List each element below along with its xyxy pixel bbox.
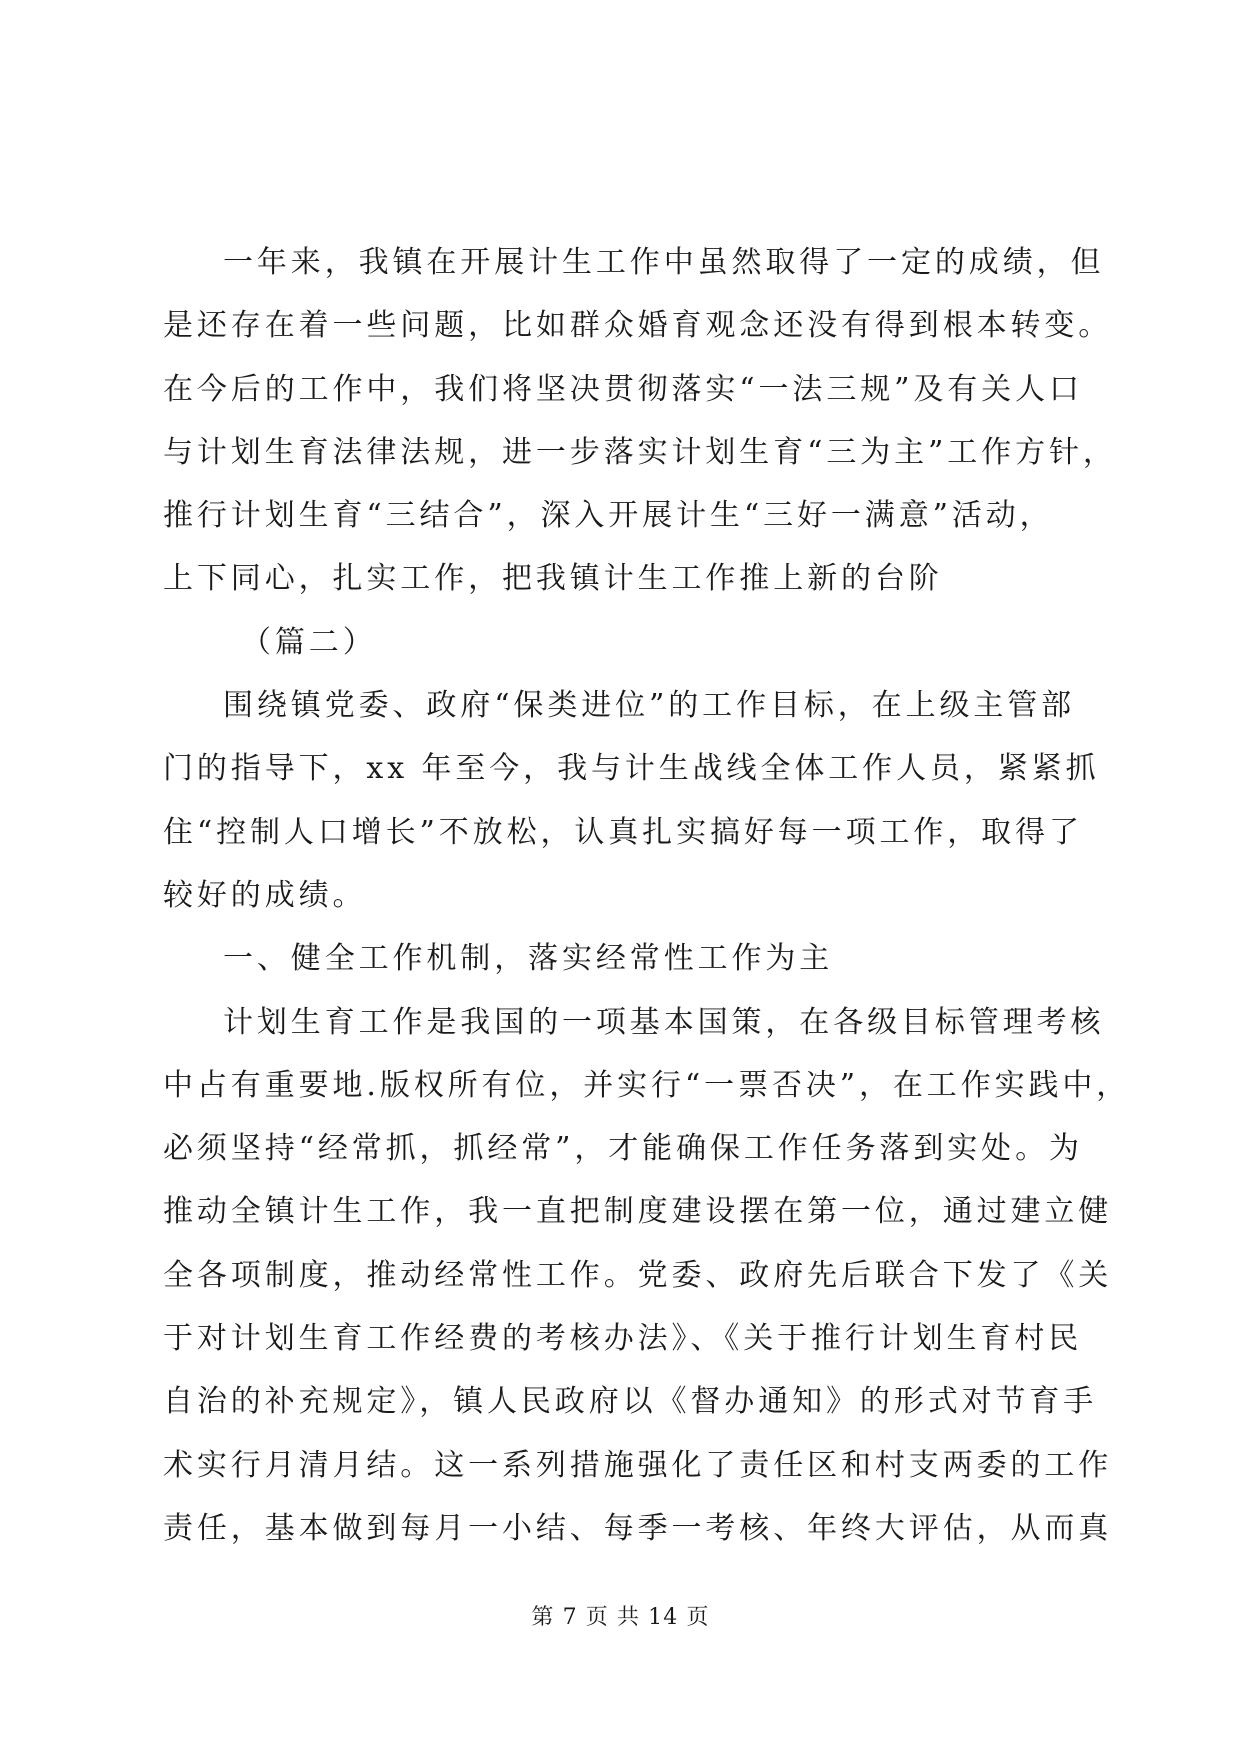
paragraph-line: 在今后的工作中，我们将坚决贯彻落实“一法三规”及有关人口 — [163, 371, 1083, 407]
paragraph-line: 推动全镇计生工作，我一直把制度建设摆在第一位，通过建立健 — [163, 1194, 1113, 1230]
paragraph-line: 自治的补充规定》，镇人民政府以《督办通知》的形式对节育手 — [163, 1384, 1098, 1420]
document-body — [163, 231, 1131, 1560]
paragraph-line: 必须坚持“经常抓，抓经常”，才能确保工作任务落到实处。为 — [163, 1131, 1083, 1167]
paragraph-line: 是还存在着一些问题，比如群众婚育观念还没有得到根本转变。 — [163, 308, 1113, 344]
paragraph-line: 责任，基本做到每月一小结、每季一考核、年终大评估，从而真 — [163, 1510, 1113, 1546]
section-label: （篇二） — [241, 624, 377, 660]
page-number-footer: 第 7 页 共 14 页 — [531, 1605, 710, 1630]
paragraph-line: 上下同心，扎实工作，把我镇计生工作推上新的台阶 — [163, 561, 943, 597]
paragraph-line: 计划生育工作是我国的一项基本国策，在各级目标管理考核 — [223, 1004, 1105, 1040]
section-heading: 一、健全工作机制，落实经常性工作为主 — [223, 941, 834, 977]
paragraph-line: 住“控制人口增长”不放松，认真扎实搞好每一项工作，取得了 — [163, 814, 1083, 850]
paragraph-line: 中占有重要地.版权所有位，并实行“一票否决”，在工作实践中， — [163, 1067, 1131, 1103]
paragraph-line: 推行计划生育“三结合”，深入开展计生“三好一满意”活动， — [163, 498, 1054, 534]
paragraph-line: 一年来，我镇在开展计生工作中虽然取得了一定的成绩，但 — [223, 245, 1105, 280]
paragraph-line: 于对计划生育工作经费的考核办法》、《关于推行计划生育村民 — [163, 1321, 1083, 1357]
paragraph-line: 术实行月清月结。这一系列措施强化了责任区和村支两委的工作 — [163, 1447, 1113, 1483]
paragraph-line: 全各项制度，推动经常性工作。党委、政府先后联合下发了《关 — [163, 1257, 1113, 1293]
paragraph-line: 门的指导下，xx 年至今，我与计生战线全体工作人员，紧紧抓 — [163, 751, 1100, 787]
paragraph-line: 与计划生育法律法规，进一步落实计划生育“三为主”工作方针， — [163, 434, 1117, 470]
paragraph-line: 较好的成绩。 — [163, 877, 367, 913]
paragraph-line: 围绕镇党委、政府“保类进位”的工作目标，在上级主管部 — [223, 688, 1076, 724]
